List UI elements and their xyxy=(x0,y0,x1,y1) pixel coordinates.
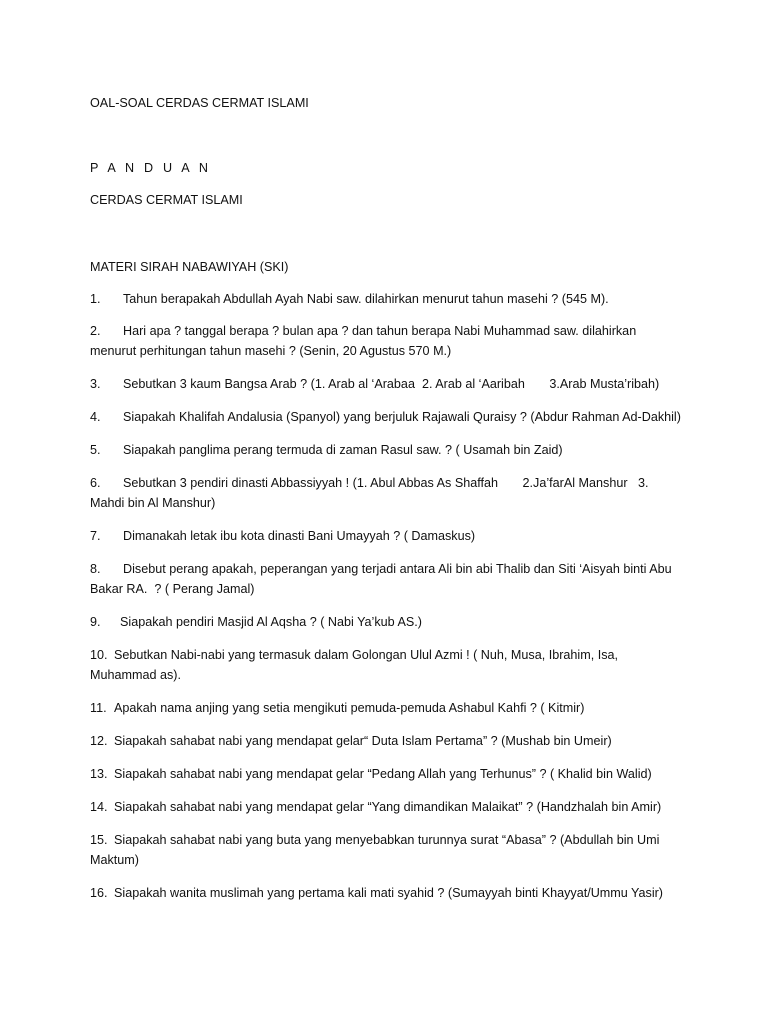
question-number: 3. xyxy=(90,377,101,391)
question-number: 7. xyxy=(90,529,101,543)
question-text: Sebutkan Nabi-nabi yang termasuk dalam Golongan Ulul Azmi ! ( Nuh, Musa, Ibrahim, Isa, xyxy=(114,648,618,662)
question-item xyxy=(90,612,690,632)
question-number: 6. xyxy=(90,476,101,490)
question-number: 4. xyxy=(90,410,101,424)
question-text: Disebut perang apakah, peperangan yang terjadi antara Ali bin abi Thalib dan Siti ‘Aisyah binti Abu xyxy=(123,562,672,576)
question-number: 8. xyxy=(90,562,101,576)
heading-panduan: P A N D U A N xyxy=(90,161,212,175)
question-item xyxy=(90,374,690,394)
question-number: 13. xyxy=(90,767,108,781)
question-number: 12. xyxy=(90,734,108,748)
question-text: Siapakah pendiri Masjid Al Aqsha ? ( Nabi Ya’kub AS.) xyxy=(120,615,422,629)
question-item xyxy=(90,883,690,903)
question-number: 2. xyxy=(90,324,101,338)
question-text: Sebutkan 3 kaum Bangsa Arab ? (1. Arab al ‘Arabaa 2. Arab al ‘Aaribah 3.Arab Musta’ribah) xyxy=(123,377,660,391)
question-text: Siapakah sahabat nabi yang mendapat gelar “Yang dimandikan Malaikat” ? (Handzhalah bin Amir) xyxy=(114,800,662,814)
question-text-continuation: menurut perhitungan tahun masehi ? (Senin, 20 Agustus 570 M.) xyxy=(90,344,452,358)
question-item xyxy=(90,830,690,870)
question-text-continuation: Bakar RA. ? ( Perang Jamal) xyxy=(90,582,255,596)
question-text-continuation: Muhammad as). xyxy=(90,668,181,682)
question-text: Siapakah panglima perang termuda di zaman Rasul saw. ? ( Usamah bin Zaid) xyxy=(123,443,563,457)
question-text: Siapakah sahabat nabi yang buta yang menyebabkan turunnya surat “Abasa” ? (Abdullah bin Umi xyxy=(114,833,660,847)
question-number: 15. xyxy=(90,833,108,847)
question-item xyxy=(90,797,690,817)
question-text-continuation: Mahdi bin Al Manshur) xyxy=(90,496,216,510)
question-item xyxy=(90,473,690,513)
question-number: 1. xyxy=(90,292,101,306)
question-item xyxy=(90,321,690,361)
question-number: 16. xyxy=(90,886,108,900)
question-text: Siapakah Khalifah Andalusia (Spanyol) yang berjuluk Rajawali Quraisy ? (Abdur Rahman Ad-Dakhil) xyxy=(123,410,681,424)
question-item xyxy=(90,526,690,546)
question-item xyxy=(90,698,690,718)
question-number: 9. xyxy=(90,615,101,629)
question-text: Siapakah wanita muslimah yang pertama kali mati syahid ? (Sumayyah binti Khayyat/Ummu Yasir) xyxy=(114,886,664,900)
question-item xyxy=(90,440,690,460)
question-item xyxy=(90,289,690,309)
question-text: Siapakah sahabat nabi yang mendapat gelar “Pedang Allah yang Terhunus” ? ( Khalid bin Walid) xyxy=(114,767,652,781)
question-text: Siapakah sahabat nabi yang mendapat gelar“ Duta Islam Pertama” ? (Mushab bin Umeir) xyxy=(114,734,612,748)
question-text: Hari apa ? tanggal berapa ? bulan apa ? dan tahun berapa Nabi Muhammad saw. dilahirkan xyxy=(123,324,637,338)
question-number: 11. xyxy=(90,701,107,715)
question-text: Dimanakah letak ibu kota dinasti Bani Umayyah ? ( Damaskus) xyxy=(123,529,476,543)
section-title: MATERI SIRAH NABAWIYAH (SKI) xyxy=(90,260,289,274)
document-title: OAL-SOAL CERDAS CERMAT ISLAMI xyxy=(90,96,309,110)
question-text: Apakah nama anjing yang setia mengikuti pemuda-pemuda Ashabul Kahfi ? ( Kitmir) xyxy=(114,701,585,715)
question-text: Sebutkan 3 pendiri dinasti Abbassiyyah ! (1. Abul Abbas As Shaffah 2.Ja’farAl Manshur 3. xyxy=(123,476,649,490)
heading-cerdas-cermat: CERDAS CERMAT ISLAMI xyxy=(90,193,243,207)
question-text: Tahun berapakah Abdullah Ayah Nabi saw. dilahirkan menurut tahun masehi ? (545 M). xyxy=(123,292,609,306)
question-item xyxy=(90,764,690,784)
question-number: 10. xyxy=(90,648,108,662)
question-item xyxy=(90,407,690,427)
question-number: 5. xyxy=(90,443,101,457)
question-item xyxy=(90,731,690,751)
question-text-continuation: Maktum) xyxy=(90,853,139,867)
question-item xyxy=(90,559,690,599)
question-number: 14. xyxy=(90,800,108,814)
question-item xyxy=(90,645,690,685)
